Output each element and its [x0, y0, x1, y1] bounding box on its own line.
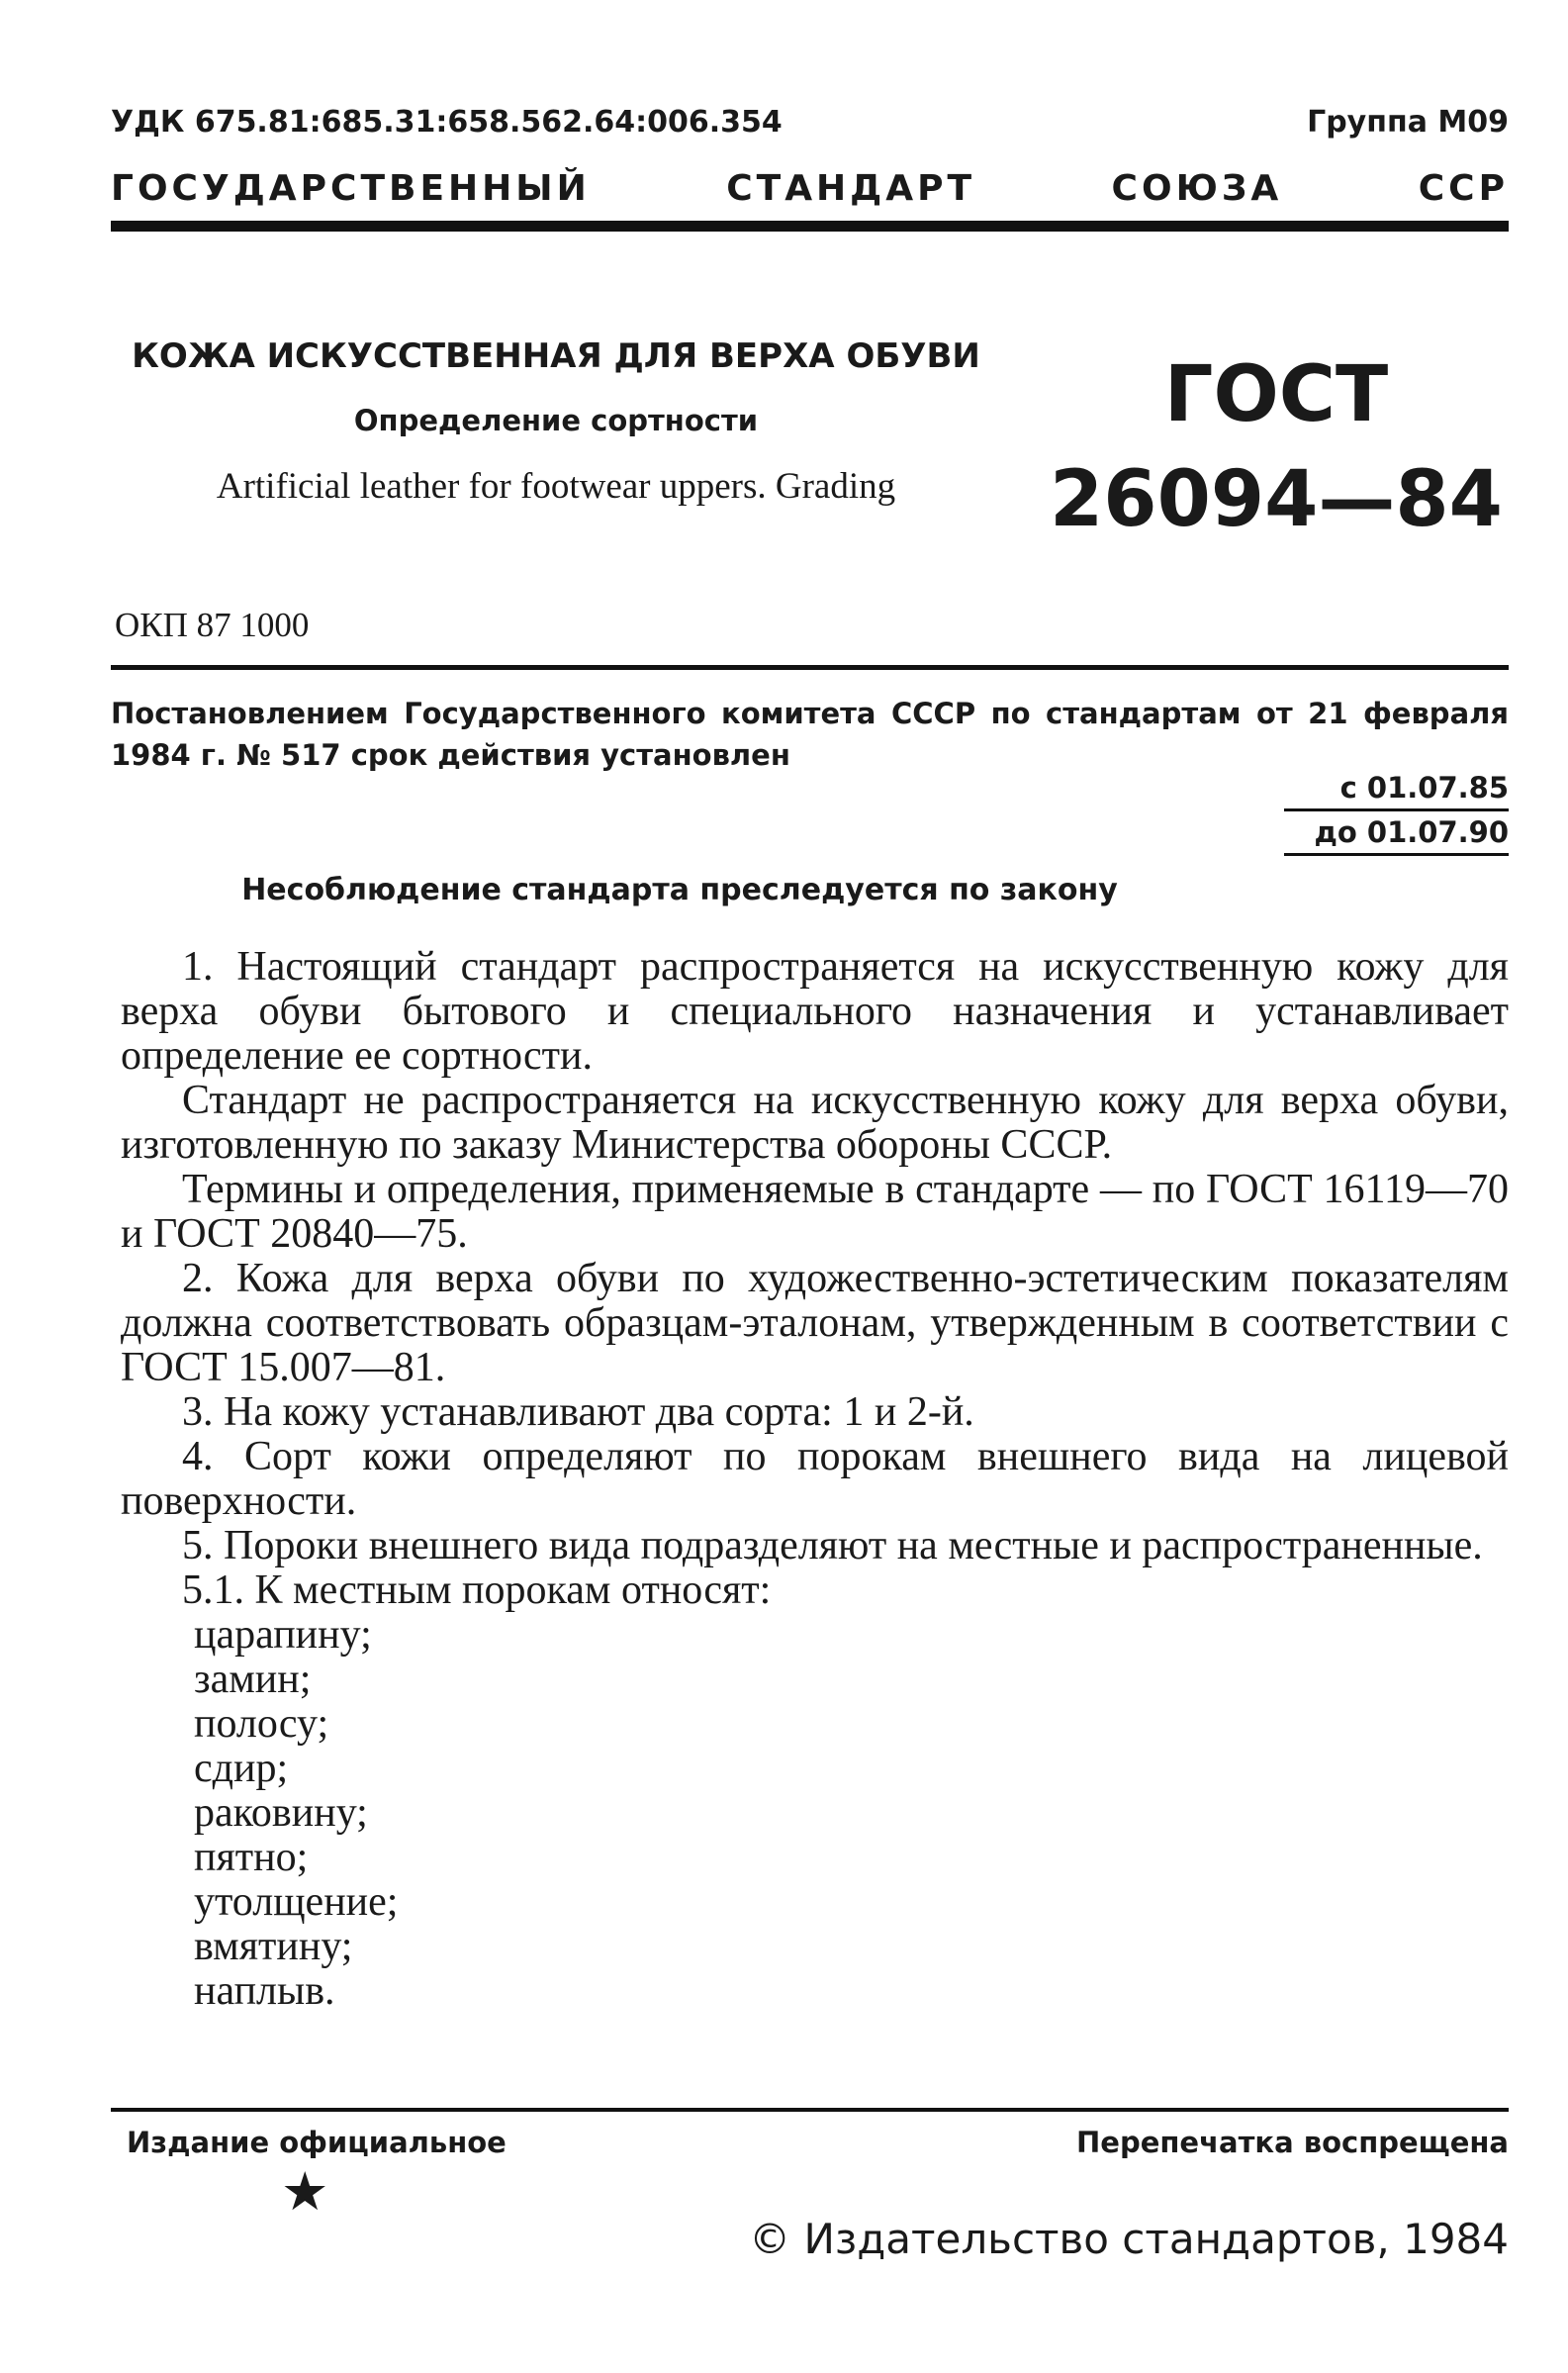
body-paragraph: Термины и определения, применяемые в стандарте — по ГОСТ 16119—70 и ГОСТ 20840—75. [121, 1167, 1509, 1257]
body-paragraph: 5. Пороки внешнего вида подразделяют на местные и распространенные. [182, 1523, 1483, 1568]
defect-list-item: сдир; [194, 1746, 289, 1791]
header-row [111, 105, 1509, 140]
valid-to: до 01.07.90 [1284, 811, 1509, 856]
defect-list-item: пятно; [194, 1835, 309, 1880]
publisher-copyright: © Издательство стандартов, 1984 [749, 2215, 1509, 2263]
body-paragraph: 1. Настоящий стандарт распространяется на искусственную кожу для верха обуви бытового и специального назначения и устанавливает определение ее сортности. [121, 944, 1509, 1079]
official-edition-label: Издание официальное [127, 2126, 507, 2159]
body-paragraph: 4. Сорт кожи определяют по порокам внешнего вида на лицевой поверхности. [121, 1434, 1509, 1524]
reprint-prohibited-label: Перепечатка воспрещена [1076, 2126, 1509, 2159]
legal-notice: Несоблюдение стандарта преследуется по закону [241, 873, 1118, 907]
validity-period [1284, 767, 1509, 856]
group-code: Группа М09 [1307, 105, 1509, 140]
defect-list-item: полосу; [194, 1701, 329, 1747]
defect-list-item: утолщение; [194, 1879, 399, 1925]
defect-list-item: наплыв. [194, 1968, 335, 2014]
star-icon: ★ [281, 2160, 329, 2223]
body-paragraph: 3. На кожу устанавливают два сорта: 1 и 2-й. [182, 1389, 974, 1435]
defect-list-item: вмятину; [194, 1924, 353, 1969]
document-title-ru: КОЖА ИСКУССТВЕННАЯ ДЛЯ ВЕРХА ОБУВИ [132, 336, 980, 376]
gost-label: ГОСТ [1163, 350, 1389, 439]
body-paragraph: Стандарт не распространяется на искусственную кожу для верха обуви, изготовленную по заказу Министерства обороны СССР. [121, 1078, 1509, 1168]
valid-from: с 01.07.85 [1284, 767, 1509, 811]
udk-code: УДК 675.81:685.31:658.562.64:006.354 [111, 105, 783, 140]
header-divider [111, 221, 1509, 232]
banner-word: ГОСУДАРСТВЕННЫЙ [111, 168, 591, 209]
decree-text: Постановлением Государственного комитета СССР по стандартам от 21 февраля 1984 г. № 517 срок действия установлен [111, 697, 1509, 772]
gost-designation [1049, 350, 1504, 544]
document-title-en: Artificial leather for footwear uppers. Grading [216, 466, 896, 507]
defect-list-item: раковину; [194, 1790, 368, 1836]
body-paragraph: 5.1. К местным порокам относят: [182, 1567, 772, 1613]
banner-word: СТАНДАРТ [726, 168, 976, 209]
defect-list-item: царапину; [194, 1612, 372, 1658]
gost-number: 26094—84 [1050, 455, 1503, 544]
title-block [111, 336, 1001, 508]
defect-list-item: замин; [194, 1657, 312, 1702]
banner-word: СОЮЗА [1111, 168, 1283, 209]
document-subtitle-ru: Определение сортности [353, 404, 759, 437]
body-paragraph: 2. Кожа для верха обуви по художественно-эстетическим показателям должна соответствовать образцам-эталонам, утвержденным в соответствии с ГОСТ 15.007—81. [121, 1256, 1509, 1390]
okp-code: ОКП 87 1000 [115, 606, 310, 644]
footer-divider [111, 2108, 1509, 2112]
standard-body [121, 945, 1509, 2014]
okp-divider [111, 665, 1509, 670]
standard-banner [111, 168, 1509, 209]
banner-word: ССР [1418, 168, 1509, 209]
